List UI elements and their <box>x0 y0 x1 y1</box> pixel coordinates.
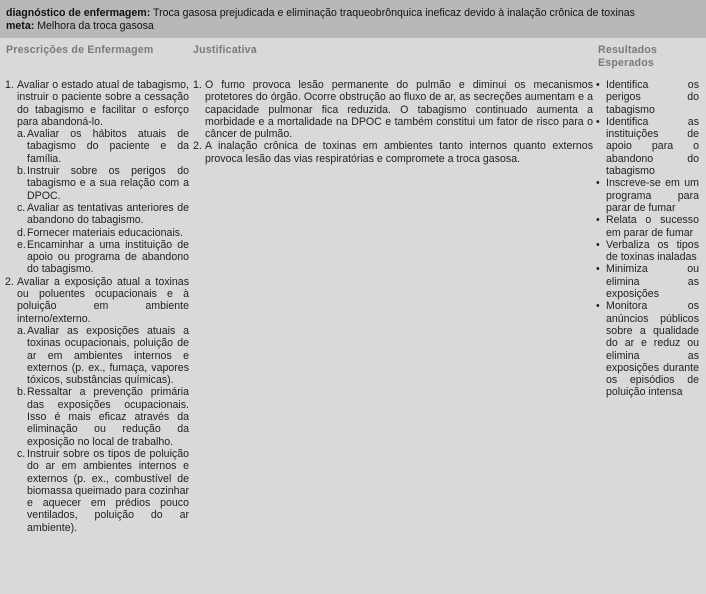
bullet-icon: • <box>596 214 600 227</box>
prescription-subitem: b. Ressaltar a prevenção primária das exposições ocupacionais. Isso é mais eficaz através da eliminação ou redução da exposição no local de trabalho. <box>17 386 189 448</box>
prescription-item: 2. Avaliar a exposição atual a toxinas ou poluentes ocupacionais e à poluição em ambiente interno/externo. <box>5 275 189 325</box>
prescription-subitem: c. Avaliar as tentativas anteriores de abandono do tabagismo. <box>17 201 189 227</box>
outcomes-column <box>596 79 699 399</box>
outcomes-header-line2: Esperados <box>598 56 654 69</box>
outcome-item: • Verbaliza os tipos de toxinas inaladas <box>596 238 699 264</box>
column-header-outcomes <box>598 44 657 69</box>
outcomes-header-line1: Resultados <box>598 44 658 56</box>
column-header-justification: Justificativa <box>193 44 257 56</box>
bullet-icon: • <box>596 177 600 190</box>
bullet-icon: • <box>596 115 600 128</box>
prescription-subitem: b. Instruir sobre os perigos do tabagismo e a sua relação com a DPOC. <box>17 165 189 202</box>
prescription-subitem: d. Fornecer materiais educacionais. <box>17 226 184 239</box>
prescription-subitem: a. Avaliar as exposições atuais a toxinas ocupacionais, poluição de ar em ambientes internos e externos (p. ex., fumaça, vapores tóxicos, substâncias químicas). <box>17 324 189 387</box>
outcome-item: • Inscreve-se em um programa para parar de fumar <box>596 177 699 214</box>
outcome-item: • Identifica as instituições de apoio para o abandono do tabagismo <box>596 115 699 178</box>
goal-label: meta: <box>6 19 35 32</box>
prescription-subitem: a. Avaliar os hábitos atuais de tabagismo do paciente e da família. <box>17 128 189 165</box>
prescription-subitem: e. Encaminhar a uma instituição de apoio ou programa de abandono do tabagismo. <box>17 238 189 276</box>
bullet-icon: • <box>596 238 600 251</box>
table-header <box>0 0 706 38</box>
bullet-icon: • <box>596 300 600 313</box>
outcome-item: • Relata o sucesso em parar de fumar <box>596 214 699 239</box>
diagnosis-text: Troca gasosa prejudicada e eliminação traqueobrônquica ineficaz devido à inalação crônica de toxinas <box>153 7 635 19</box>
diagnosis-line <box>6 7 700 20</box>
prescription-subitem: c. Instruir sobre os tipos de poluição do ar em ambientes internos e externos (p. ex., combustível de biomassa queimado para cozinhar e aquecer em prédios pouco ventilados, poluição do ar ambiente). <box>17 447 189 534</box>
justification-item: 1. O fumo provoca lesão permanente do pulmão e diminui os mecanismos protetores do órgão. Ocorre obstrução ao fluxo de ar, as secreções aumentam e a capacidade pulmonar fica reduzida. O tabagismo continuado aumenta a morbidade e a mortalidade na DPOC e também constitui um fator de risco para o câncer de pulmão. <box>193 79 593 141</box>
outcome-item: • Monitora os anúncios públicos sobre a qualidade do ar e reduz ou elimina as exposições durante os episódios de poluição intensa <box>596 300 699 399</box>
bullet-icon: • <box>596 79 600 91</box>
goal-line <box>6 20 700 33</box>
goal-text: Melhora da troca gasosa <box>37 19 154 32</box>
bullet-icon: • <box>596 263 600 276</box>
outcome-item: • Identifica os perigos do tabagismo <box>596 79 699 116</box>
outcome-item: • Minimiza ou elimina as exposições <box>596 263 699 301</box>
justification-column <box>193 79 593 165</box>
justification-item: 2. A inalação crônica de toxinas em ambientes tanto internos quanto externos provoca lesão das vias respiratórias e compromete a troca gasosa. <box>193 140 593 165</box>
prescription-item: 1. Avaliar o estado atual de tabagismo, instruir o paciente sobre a cessação do tabagismo e facilitar o esforço para abandoná-lo. <box>5 79 189 128</box>
diagnosis-label: diagnóstico de enfermagem: <box>6 7 151 19</box>
prescriptions-column <box>5 79 189 534</box>
column-header-prescriptions: Prescrições de Enfermagem <box>6 44 154 56</box>
